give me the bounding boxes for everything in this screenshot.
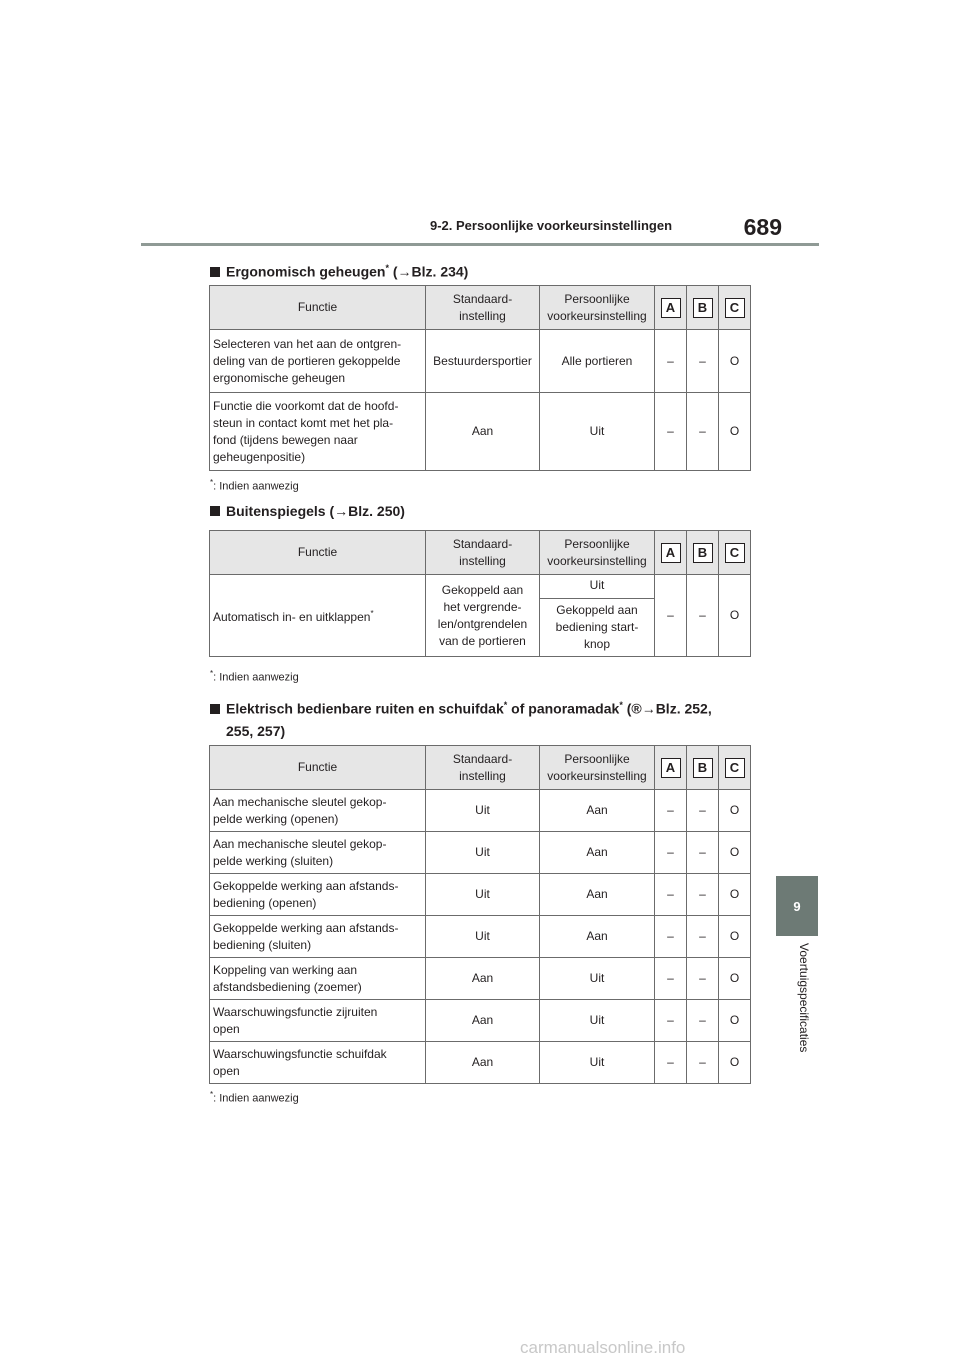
column-header-default: Standaard- instelling (426, 286, 540, 330)
cell-function: Waarschuwingsfunctie zijruiten open (210, 1000, 426, 1042)
cell-custom: Uit (540, 1000, 655, 1042)
square-bullet-icon (210, 704, 220, 714)
cell-c: O (719, 790, 751, 832)
cell-default: Aan (426, 1000, 540, 1042)
section-heading-power-windows: Elektrisch bedienbare ruiten en schuifdak* of panoramadak* (®→Blz. 252, 255, 257) (210, 694, 712, 742)
cell-b: – (687, 790, 719, 832)
column-header-c: C (719, 286, 751, 330)
table-row (210, 832, 751, 874)
footnote: *: Indien aanwezig (210, 478, 299, 493)
cell-c: O (719, 916, 751, 958)
page-number: 689 (743, 214, 782, 240)
cell-function: Gekoppelde werking aan afstands- bediening (sluiten) (210, 916, 426, 958)
section-heading-ergonomic-memory: Ergonomisch geheugen* (→Blz. 234) (210, 257, 468, 283)
column-header-function: Functie (210, 746, 426, 790)
cell-b: – (687, 1000, 719, 1042)
cell-default: Aan (426, 393, 540, 471)
table-row (210, 393, 751, 471)
cell-a: – (655, 874, 687, 916)
cell-a: – (655, 330, 687, 393)
chapter-tab: 9 (776, 876, 818, 936)
cell-function: Koppeling van werking aan afstandsbediening (zoemer) (210, 958, 426, 1000)
cell-custom: Uit (540, 1042, 655, 1084)
footnote: *: Indien aanwezig (210, 669, 299, 684)
table-header-row (210, 531, 751, 575)
column-header-c: C (719, 746, 751, 790)
cell-b: – (687, 916, 719, 958)
cell-c: O (719, 1042, 751, 1084)
cell-function: Automatisch in- en uitklappen* (210, 575, 426, 657)
cell-function: Selecteren van het aan de ontgren- deling van de portieren gekoppelde ergonomische geheugen (210, 330, 426, 393)
table-header-row (210, 746, 751, 790)
cell-custom: Aan (540, 916, 655, 958)
settings-table-power-windows (209, 745, 751, 1084)
cell-b: – (687, 958, 719, 1000)
cell-default: Uit (426, 874, 540, 916)
column-header-custom: Persoonlijke voorkeursinstelling (540, 746, 655, 790)
square-bullet-icon (210, 267, 220, 277)
table-row (210, 1042, 751, 1084)
cell-a: – (655, 832, 687, 874)
table-row (210, 790, 751, 832)
cell-default: Aan (426, 958, 540, 1000)
cell-function: Aan mechanische sleutel gekop- pelde werking (openen) (210, 790, 426, 832)
table-row (210, 575, 751, 599)
column-header-custom: Persoonlijke voorkeursinstelling (540, 286, 655, 330)
cell-c: O (719, 874, 751, 916)
column-header-b: B (687, 286, 719, 330)
cell-b: – (687, 832, 719, 874)
square-bullet-icon (210, 506, 220, 516)
column-header-custom: Persoonlijke voorkeursinstelling (540, 531, 655, 575)
cell-custom: Aan (540, 874, 655, 916)
running-header-title: 9-2. Persoonlijke voorkeursinstellingen (430, 218, 673, 233)
cell-custom-option-1: Uit (540, 575, 655, 599)
cell-c: O (719, 1000, 751, 1042)
column-header-default: Standaard- instelling (426, 746, 540, 790)
column-header-a: A (655, 746, 687, 790)
watermark: carmanualsonline.info (520, 1338, 686, 1357)
column-header-function: Functie (210, 531, 426, 575)
cell-custom: Aan (540, 832, 655, 874)
chapter-title: Voertuigspecificaties (797, 943, 811, 1053)
cell-c: O (719, 575, 751, 657)
cell-b: – (687, 874, 719, 916)
cell-default: Bestuurdersportier (426, 330, 540, 393)
column-header-function: Functie (210, 286, 426, 330)
cell-custom-option-2: Gekoppeld aan bediening start- knop (540, 599, 655, 657)
column-header-b: B (687, 746, 719, 790)
cell-default: Uit (426, 916, 540, 958)
cell-default: Uit (426, 832, 540, 874)
cell-default: Gekoppeld aan het vergrende- len/ontgrendelen van de portieren (426, 575, 540, 657)
cell-a: – (655, 790, 687, 832)
table-row (210, 958, 751, 1000)
cell-custom: Uit (540, 393, 655, 471)
cell-b: – (687, 330, 719, 393)
cell-function: Functie die voorkomt dat de hoofd- steun in contact komt met het pla- fond (tijdens bewegen naar geheugenpositie) (210, 393, 426, 471)
cell-custom: Alle portieren (540, 330, 655, 393)
cell-custom: Aan (540, 790, 655, 832)
cell-b: – (687, 1042, 719, 1084)
cell-b: – (687, 393, 719, 471)
table-row (210, 916, 751, 958)
cell-default: Aan (426, 1042, 540, 1084)
table-row (210, 874, 751, 916)
settings-table-outside-mirrors (209, 530, 751, 657)
cell-c: O (719, 958, 751, 1000)
cell-function: Gekoppelde werking aan afstands- bediening (openen) (210, 874, 426, 916)
column-header-a: A (655, 531, 687, 575)
header-rule (141, 243, 819, 246)
column-header-default: Standaard- instelling (426, 531, 540, 575)
cell-default: Uit (426, 790, 540, 832)
cell-custom: Uit (540, 958, 655, 1000)
table-header-row (210, 286, 751, 330)
cell-a: – (655, 1042, 687, 1084)
cell-a: – (655, 393, 687, 471)
cell-c: O (719, 330, 751, 393)
cell-a: – (655, 916, 687, 958)
cell-b: – (687, 575, 719, 657)
settings-table-ergonomic-memory (209, 285, 751, 471)
cell-function: Waarschuwingsfunctie schuifdak open (210, 1042, 426, 1084)
section-heading-outside-mirrors: Buitenspiegels (→Blz. 250) (210, 500, 405, 522)
cell-a: – (655, 958, 687, 1000)
cell-function: Aan mechanische sleutel gekop- pelde werking (sluiten) (210, 832, 426, 874)
table-row (210, 1000, 751, 1042)
column-header-c: C (719, 531, 751, 575)
cell-a: – (655, 1000, 687, 1042)
cell-c: O (719, 393, 751, 471)
footnote: *: Indien aanwezig (210, 1090, 299, 1105)
cell-c: O (719, 832, 751, 874)
column-header-a: A (655, 286, 687, 330)
cell-a: – (655, 575, 687, 657)
column-header-b: B (687, 531, 719, 575)
table-row (210, 330, 751, 393)
